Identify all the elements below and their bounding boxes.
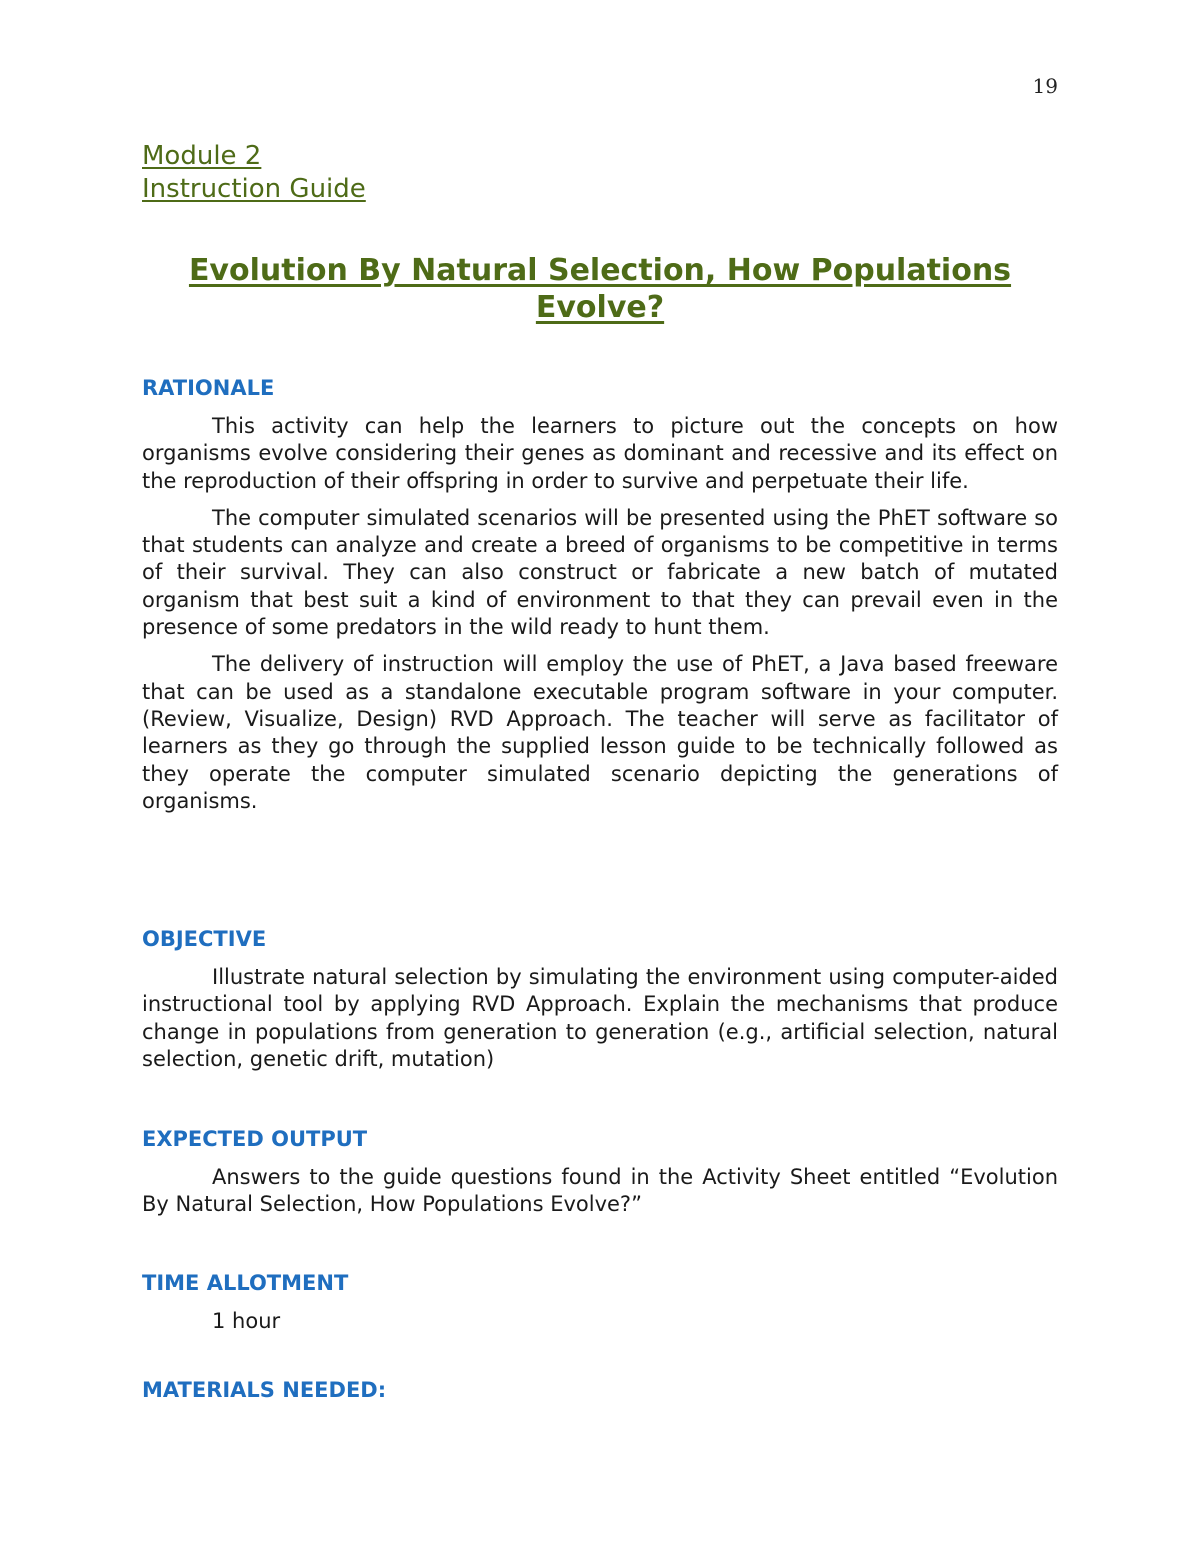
time-allotment-value: 1 hour	[212, 1309, 281, 1333]
expected-output-text: Answers to the guide questions found in the Activity Sheet entitled “Evolution By Natural Selection, How Populations Evolve?”	[142, 1165, 1058, 1217]
rationale-paragraph-3: The delivery of instruction will employ the use of PhET, a Java based freeware that can be used as a standalone executable program software in your computer. (Review, Visualize, Design) RVD Approach. The teacher will serve as facilitator of learners as they go through the supplied lesson guide to be technically followed as they operate the computer simulated scenario depicting the generations of organisms.	[142, 652, 1058, 813]
objective-heading: OBJECTIVE	[142, 927, 267, 951]
materials-section	[142, 1377, 1058, 1415]
expected-output-heading: EXPECTED OUTPUT	[142, 1127, 368, 1151]
rationale-heading: RATIONALE	[142, 376, 275, 400]
rationale-paragraph-1: This activity can help the learners to picture out the concepts on how organisms evolve considering their genes as dominant and recessive and its effect on the reproduction of their offspring in order to survive and perpetuate their life.	[142, 414, 1058, 493]
rationale-paragraph-2: The computer simulated scenarios will be presented using the PhET software so that students can analyze and create a breed of organisms to be competitive in terms of their survival. They can also construct or fabricate a new batch of mutated organism that best suit a kind of environment to that they can prevail even in the presence of some predators in the wild ready to hunt them.	[142, 505, 1058, 640]
instruction-guide-label: Instruction Guide	[142, 174, 366, 204]
page-number: 19	[1032, 74, 1058, 98]
expected-output-section	[142, 1126, 1058, 1229]
time-allotment-heading: TIME ALLOTMENT	[142, 1271, 349, 1295]
module-header	[142, 140, 366, 206]
time-allotment-section	[142, 1270, 1058, 1335]
objective-text: Illustrate natural selection by simulating the environment using computer-aided instructional tool by applying RVD Approach. Explain the mechanisms that produce change in populations from generation to generation (e.g., artificial selection, natural selection, genetic drift, mutation)	[142, 965, 1058, 1071]
rationale-section	[142, 375, 1058, 825]
document-title: Evolution By Natural Selection, How Populations Evolve?	[188, 253, 1012, 325]
materials-heading: MATERIALS NEEDED:	[142, 1378, 387, 1402]
module-label: Module 2	[142, 141, 262, 171]
objective-section	[142, 926, 1058, 1083]
